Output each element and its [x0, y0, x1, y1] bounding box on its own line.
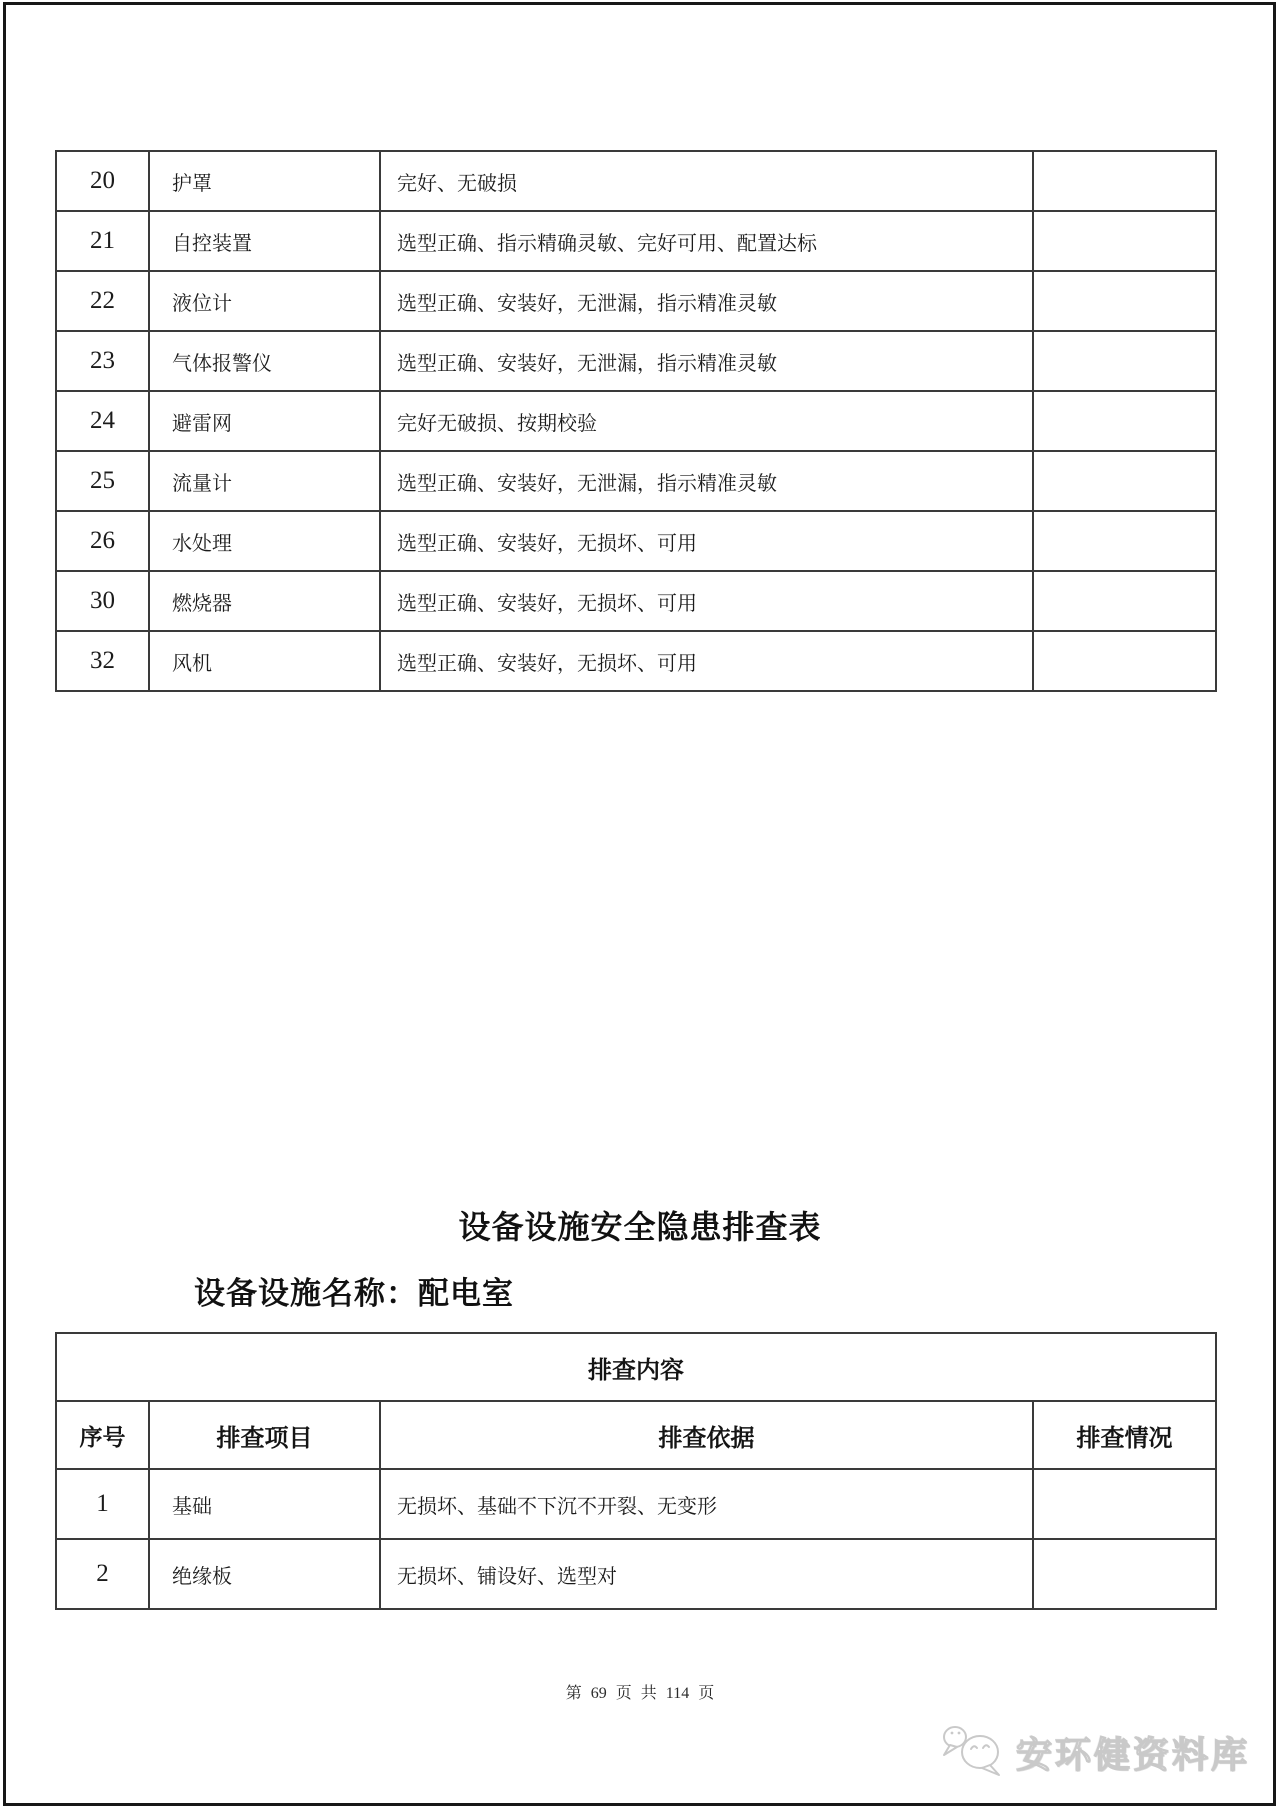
watermark — [940, 1724, 1250, 1780]
status-cell — [1033, 571, 1216, 631]
criteria-cell: 选型正确、安装好，无泄漏，指示精准灵敏 — [380, 331, 1033, 391]
criteria-cell: 选型正确、安装好，无泄漏，指示精准灵敏 — [380, 451, 1033, 511]
criteria-cell: 选型正确、安装好，无损坏、可用 — [380, 511, 1033, 571]
status-cell — [1033, 211, 1216, 271]
status-cell — [1033, 1539, 1216, 1609]
item-cell: 燃烧器 — [149, 571, 380, 631]
table-row — [56, 211, 1216, 271]
col-header-basis: 排查依据 — [380, 1401, 1033, 1469]
row-number-cell: 26 — [56, 511, 149, 571]
table-row — [56, 391, 1216, 451]
inspection-table-lower — [55, 1332, 1217, 1610]
table-span-header-row — [56, 1333, 1216, 1401]
status-cell — [1033, 451, 1216, 511]
table-row — [56, 511, 1216, 571]
criteria-cell: 无损坏、铺设好、选型对 — [380, 1539, 1033, 1609]
row-number-cell: 24 — [56, 391, 149, 451]
item-cell: 流量计 — [149, 451, 380, 511]
inspection-table-upper — [55, 150, 1217, 692]
watermark-label: 安环健资料库 — [1015, 1733, 1250, 1775]
row-number-cell: 32 — [56, 631, 149, 691]
status-cell — [1033, 391, 1216, 451]
status-cell — [1033, 151, 1216, 211]
table-row — [56, 451, 1216, 511]
item-cell: 绝缘板 — [149, 1539, 380, 1609]
item-cell: 液位计 — [149, 271, 380, 331]
chat-bubbles-logo-icon — [940, 1724, 1006, 1780]
status-cell — [1033, 331, 1216, 391]
status-cell — [1033, 631, 1216, 691]
table-row — [56, 151, 1216, 211]
status-cell — [1033, 1469, 1216, 1539]
criteria-cell: 选型正确、安装好，无泄漏，指示精准灵敏 — [380, 271, 1033, 331]
page-title: 设备设施安全隐患排查表 — [458, 1209, 822, 1245]
item-cell: 自控装置 — [149, 211, 380, 271]
item-cell: 基础 — [149, 1469, 380, 1539]
criteria-cell: 选型正确、安装好，无损坏、可用 — [380, 571, 1033, 631]
status-cell — [1033, 511, 1216, 571]
criteria-cell: 选型正确、安装好，无损坏、可用 — [380, 631, 1033, 691]
table-row — [56, 331, 1216, 391]
row-number-cell: 23 — [56, 331, 149, 391]
table-row — [56, 571, 1216, 631]
col-header-item: 排查项目 — [149, 1401, 380, 1469]
criteria-cell: 完好无破损、按期校验 — [380, 391, 1033, 451]
col-header-status: 排查情况 — [1033, 1401, 1216, 1469]
item-cell: 风机 — [149, 631, 380, 691]
page-number: 第 69 页 共 114 页 — [565, 1685, 715, 1702]
row-number-cell: 20 — [56, 151, 149, 211]
criteria-cell: 选型正确、指示精确灵敏、完好可用、配置达标 — [380, 211, 1033, 271]
col-header-no: 序号 — [56, 1401, 149, 1469]
row-number-cell: 30 — [56, 571, 149, 631]
table-row — [56, 1469, 1216, 1539]
item-cell: 避雷网 — [149, 391, 380, 451]
row-number-cell: 25 — [56, 451, 149, 511]
span-header-cell: 排查内容 — [56, 1333, 1216, 1401]
equipment-name-line: 设备设施名称：配电室 — [194, 1276, 514, 1311]
table-row — [56, 1539, 1216, 1609]
status-cell — [1033, 271, 1216, 331]
row-number-cell: 2 — [56, 1539, 149, 1609]
table-row — [56, 631, 1216, 691]
row-number-cell: 22 — [56, 271, 149, 331]
table-row — [56, 271, 1216, 331]
item-cell: 气体报警仪 — [149, 331, 380, 391]
criteria-cell: 无损坏、基础不下沉不开裂、无变形 — [380, 1469, 1033, 1539]
table-header-row — [56, 1401, 1216, 1469]
row-number-cell: 1 — [56, 1469, 149, 1539]
item-cell: 护罩 — [149, 151, 380, 211]
row-number-cell: 21 — [56, 211, 149, 271]
item-cell: 水处理 — [149, 511, 380, 571]
criteria-cell: 完好、无破损 — [380, 151, 1033, 211]
